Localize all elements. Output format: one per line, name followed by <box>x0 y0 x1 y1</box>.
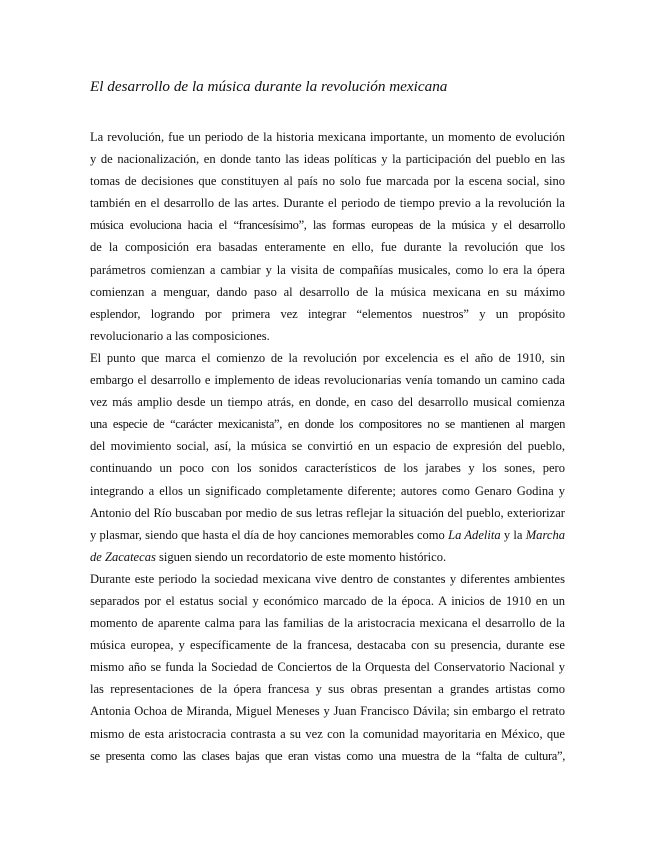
document-body <box>90 126 565 767</box>
text-line: comienzan a menguar, dando paso al desarrollo de la música mexicana en su máximo <box>90 284 565 299</box>
text-line: música europea, y específicamente de la francesa, destacaba con su presencia, durante ese <box>90 638 565 653</box>
paragraph-2 <box>90 347 565 568</box>
text-line: Antonia Ochoa de Miranda, Miguel Meneses y Juan Francisco Dávila; sin embargo el retrato <box>90 704 565 719</box>
text-line-with-song-titles <box>90 524 565 546</box>
song-title-de-zacatecas: de Zacatecas <box>90 549 156 564</box>
song-title-marcha: Marcha <box>525 527 565 542</box>
text-line: El punto que marca el comienzo de la revolución por excelencia es el año de 1910, sin <box>90 350 565 365</box>
text-line: una especie de “carácter mexicanista”, en donde los compositores no se mantienen al margen <box>90 417 565 432</box>
document-title: El desarrollo de la música durante la revolución mexicana <box>90 78 448 95</box>
text-line: música evoluciona hacia el “francesísimo”, las formas europeas de la música y el desarrollo <box>90 218 565 233</box>
text-line: tomas de decisiones que constituyen al país no solo fue marcada por la escena social, sino <box>90 174 565 189</box>
text-line: revolucionario a las composiciones. <box>90 328 270 343</box>
text-line: del movimiento social, así, la música se convirtió en un espacio de expresión del pueblo, <box>90 439 565 454</box>
paragraph-3 <box>90 568 565 767</box>
text-line: mismo año se funda la Sociedad de Conciertos de la Orquesta del Conservatorio Nacional y <box>90 660 565 675</box>
text-line: Antonio del Río buscaban por medio de sus letras reflejar la situación del pueblo, exteriorizar <box>90 505 565 520</box>
text-line: y de nacionalización, en donde tanto las ideas políticas y la participación del pueblo en las <box>90 152 565 167</box>
paragraph-1 <box>90 126 565 347</box>
text-line: se presenta como las clases bajas que eran vistas como una muestra de la “falta de cultura”, <box>90 748 565 763</box>
text-segment: y plasmar, siendo que hasta el día de hoy canciones memorables como <box>90 527 449 542</box>
text-line: esplendor, logrando por primera vez integrar “elementos nuestros” y un propósito <box>90 306 565 321</box>
text-line: las representaciones de la ópera francesa y sus obras presentan a grandes artistas como <box>90 682 565 697</box>
text-line-with-song-title <box>90 546 565 568</box>
text-line: integrando a ellos un significado completamente diferente; autores como Genaro Godina y <box>90 483 565 498</box>
text-line: mismo de esta aristocracia contrasta a su vez con la comunidad mayoritaria en México, que <box>90 726 565 741</box>
text-line: continuando un poco con los sonidos característicos de los jarabes y los sones, pero <box>90 461 565 476</box>
song-title-la-adelita: La Adelita <box>448 527 501 542</box>
text-line: embargo el desarrollo e implemento de ideas revolucionarias venía tomando un camino cada <box>90 373 565 388</box>
text-line: de la composición era basadas enteramente en ello, fue durante la revolución que los <box>90 240 565 255</box>
text-line: también en el desarrollo de las artes. Durante el periodo de tiempo previo a la revolución la <box>90 196 565 211</box>
text-line: separados por el estatus social y económico marcado de la época. A inicios de 1910 en un <box>90 593 565 608</box>
text-line: vez más amplio desde un tiempo atrás, en donde, en caso del desarrollo musical comienza <box>90 395 565 410</box>
text-line: La revolución, fue un periodo de la historia mexicana importante, un momento de evolución <box>90 130 565 144</box>
text-line: parámetros comienzan a cambiar y la visita de compañías musicales, como lo era la ópera <box>90 262 565 277</box>
text-line: Durante este periodo la sociedad mexicana vive dentro de constantes y diferentes ambientes <box>90 571 565 586</box>
text-line: momento de aparente calma para las familias de la aristocracia mexicana el desarrollo de la <box>90 616 565 631</box>
text-segment: y la <box>500 527 526 542</box>
text-segment: siguen siendo un recordatorio de este momento histórico. <box>155 549 447 564</box>
